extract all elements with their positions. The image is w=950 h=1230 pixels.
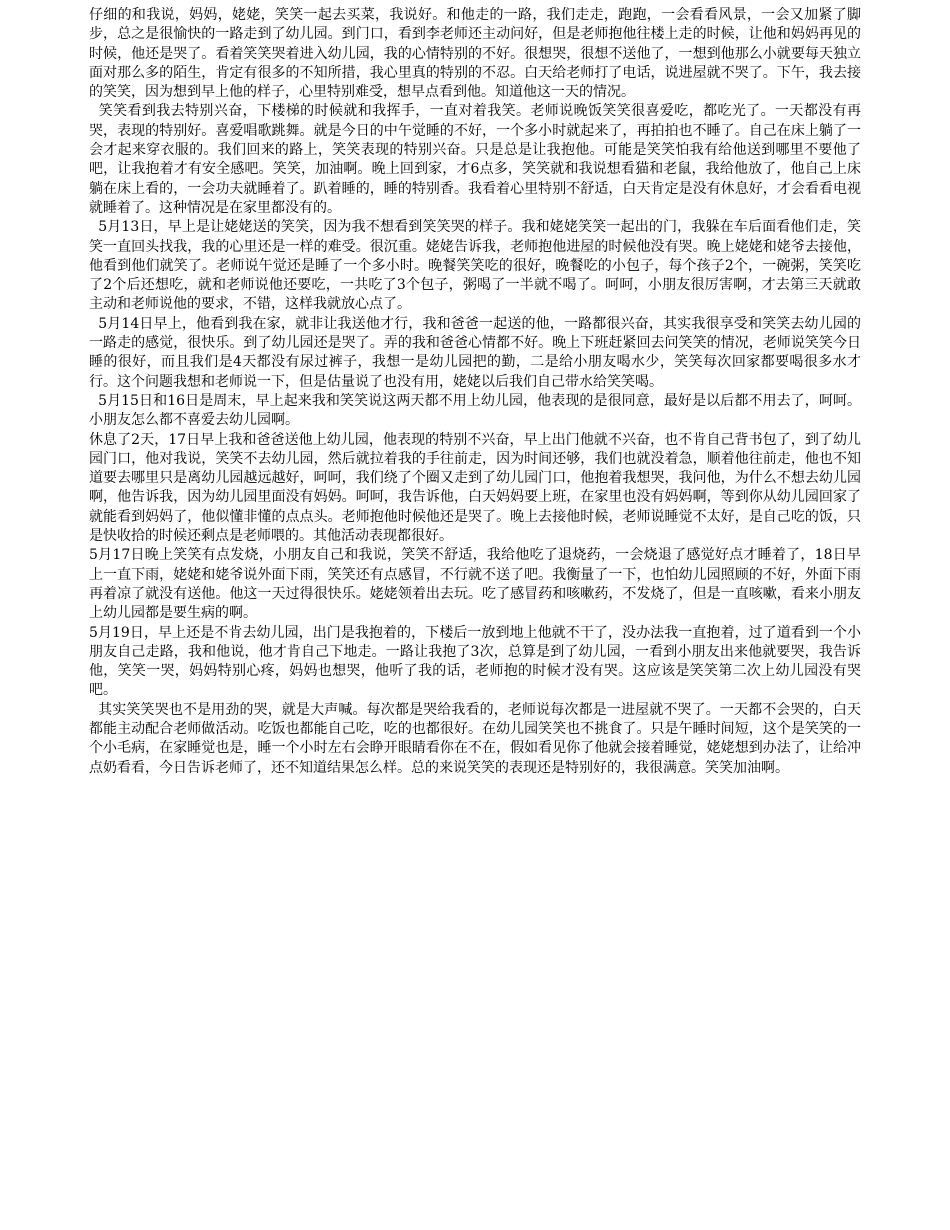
paragraph: 笑笑看到我去特别兴奋，下楼梯的时候就和我挥手，一直对着我笑。老师说晚饭笑笑很喜爱吃，都吃光了。一天都没有再哭，表现的特别好。喜爱唱歌跳舞。就是今日的中午觉睡的不好，一个多小时就起来了，再拍拍也不睡了。自己在床上躺了一会才起来穿衣服的。我们回来的路上，笑笑表现的特别兴奋。只是总是让我抱他。可能是笑笑怕我有给他送到哪里不要他了吧，让我抱着才有安全感吧。笑笑，加油啊。晚上回到家，才6点多，笑笑就和我说想看猫和老鼠，我给他放了，他自己上床躺在床上看的，一会功夫就睡着了。趴着睡的，睡的特别香。我看着心里特别不舒适，白天肯定是没有休息好，才会看看电视就睡着了。这种情况是在家里都没有的。 <box>89 103 861 216</box>
paragraph: 休息了2天，17日早上我和爸爸送他上幼儿园，他表现的特别不兴奋，早上出门他就不兴奋，也不肯自己背书包了，到了幼儿园门口，他对我说，笑笑不去幼儿园，然后就拉着我的手往前走，因为时间还够，我们也就没着急，顺着他往前走，他也不知道要去哪里只是离幼儿园越远越好，呵呵，我们绕了个圈又走到了幼儿园门口，他抱着我想哭，我问他，为什么不想去幼儿园啊，他告诉我，因为幼儿园里面没有妈妈。呵呵，我告诉他，白天妈妈要上班，在家里也没有妈妈啊，等到你从幼儿园回家了就能看到妈妈了，他似懂非懂的点点头。老师抱他时候他还是哭了。晚上去接他时候，老师说睡觉不太好，是自己吃的饭，只是快收拾的时候还剩点是老师喂的。其他活动表现都很好。 <box>89 431 861 545</box>
paragraph: 5月15日和16日是周末，早上起来我和笑笑说这两天都不用上幼儿园，他表现的是很同意，最好是以后都不用去了，呵呵。小朋友怎么都不喜爱去幼儿园啊。 <box>89 392 861 429</box>
paragraph: 仔细的和我说，妈妈，姥姥，笑笑一起去买菜，我说好。和他走的一路，我们走走，跑跑，一会看看风景，一会又加紧了脚步，总之是很愉快的一路走到了幼儿园。到门口，看到李老师还主动问好，但是老师抱他往楼上走的时候，让他和妈妈再见的时候，他还是哭了。看着笑笑哭着进入幼儿园，我的心情特别的不好。很想哭，很想不送他了，一想到他那么小就要每天独立面对那么多的陌生，肯定有很多的不知所措，我心里真的特别的不忍。白天给老师打了电话，说进屋就不哭了。下午，我去接的笑笑，因为想到早上他的样子，心里特别难受，想早点看到他。知道他这一天的情况。 <box>89 7 861 101</box>
paragraph: 5月19日，早上还是不肯去幼儿园，出门是我抱着的，下楼后一放到地上他就不干了，没办法我一直抱着，过了道看到一个小朋友自己走路，我和他说，他才肯自己下地走。一路让我抱了3次，总算是到了幼儿园，一看到小朋友出来他就要哭，我告诉他，笑笑一哭，妈妈特别心疼，妈妈也想哭，他听了我的话，老师抱的时候才没有哭。这应该是笑笑第二次上幼儿园没有哭吧。 <box>89 624 861 699</box>
paragraph: 5月14日早上，他看到我在家，就非让我送他才行，我和爸爸一起送的他，一路都很兴奋，其实我很享受和笑笑去幼儿园的一路走的感觉，很快乐。到了幼儿园还是哭了。弄的我和爸爸心情都不好。晚上下班赶紧回去问笑笑的情况，老师说笑笑今日睡的很好，而且我们是4天都没有尿过裤子，我想一是幼儿园把的勤，二是给小朋友喝水少，笑笑每次回家都要喝很多水才行。这个问题我想和老师说一下，但是估量说了也没有用，姥姥以后我们自己带水给笑笑喝。 <box>89 315 862 390</box>
document-body <box>89 6 861 778</box>
paragraph: 其实笑笑哭也不是用劲的哭，就是大声喊。每次都是哭给我看的，老师说每次都是一进屋就不哭了。一天都不会哭的，白天都能主动配合老师做活动。吃饭也都能自己吃，吃的也都很好。在幼儿园笑笑也不挑食了。只是午睡时间短，这个是笑笑的一个小毛病，在家睡觉也是，睡一个小时左右会睁开眼睛看你在不在，假如看见你了他就会接着睡觉，姥姥想到办法了，让给冲点奶看看，今日告诉老师了，还不知道结果怎么样。总的来说笑笑的表现还是特别好的，我很满意。笑笑加油啊。 <box>89 701 862 776</box>
paragraph: 5月17日晚上笑笑有点发烧，小朋友自己和我说，笑笑不舒适，我给他吃了退烧药，一会烧退了感觉好点才睡着了，18日早上一直下雨，姥姥和姥爷说外面下雨，笑笑还有点感冒，不行就不送了吧。我衡量了一下，也怕幼儿园照顾的不好，外面下雨再着凉了就没有送他。他这一天过得很快乐。姥姥领着出去玩。吃了感冒药和咳嗽药，不发烧了，但是一直咳嗽，看来小朋友上幼儿园都是要生病的啊。 <box>89 547 861 622</box>
paragraph: 5月13日，早上是让姥姥送的笑笑，因为我不想看到笑笑哭的样子。我和姥姥笑笑一起出的门，我躲在车后面看他们走，笑笑一直回头找我，我的心里还是一样的难受。很沉重。姥姥告诉我，老师抱他进屋的时候他没有哭。晚上姥姥和姥爷去接他，他看到他们就笑了。老师说午觉还是睡了一个多小时。晚餐笑笑吃的很好，晚餐吃的小包子，每个孩子2个，一碗粥，笑笑吃了2个后还想吃，就和老师说他还要吃，一共吃了3个包子，粥喝了一半就不喝了。呵呵，小朋友很厉害啊，才去第三天就敢主动和老师说他的要求，不错，这样我就放心点了。 <box>89 219 862 313</box>
